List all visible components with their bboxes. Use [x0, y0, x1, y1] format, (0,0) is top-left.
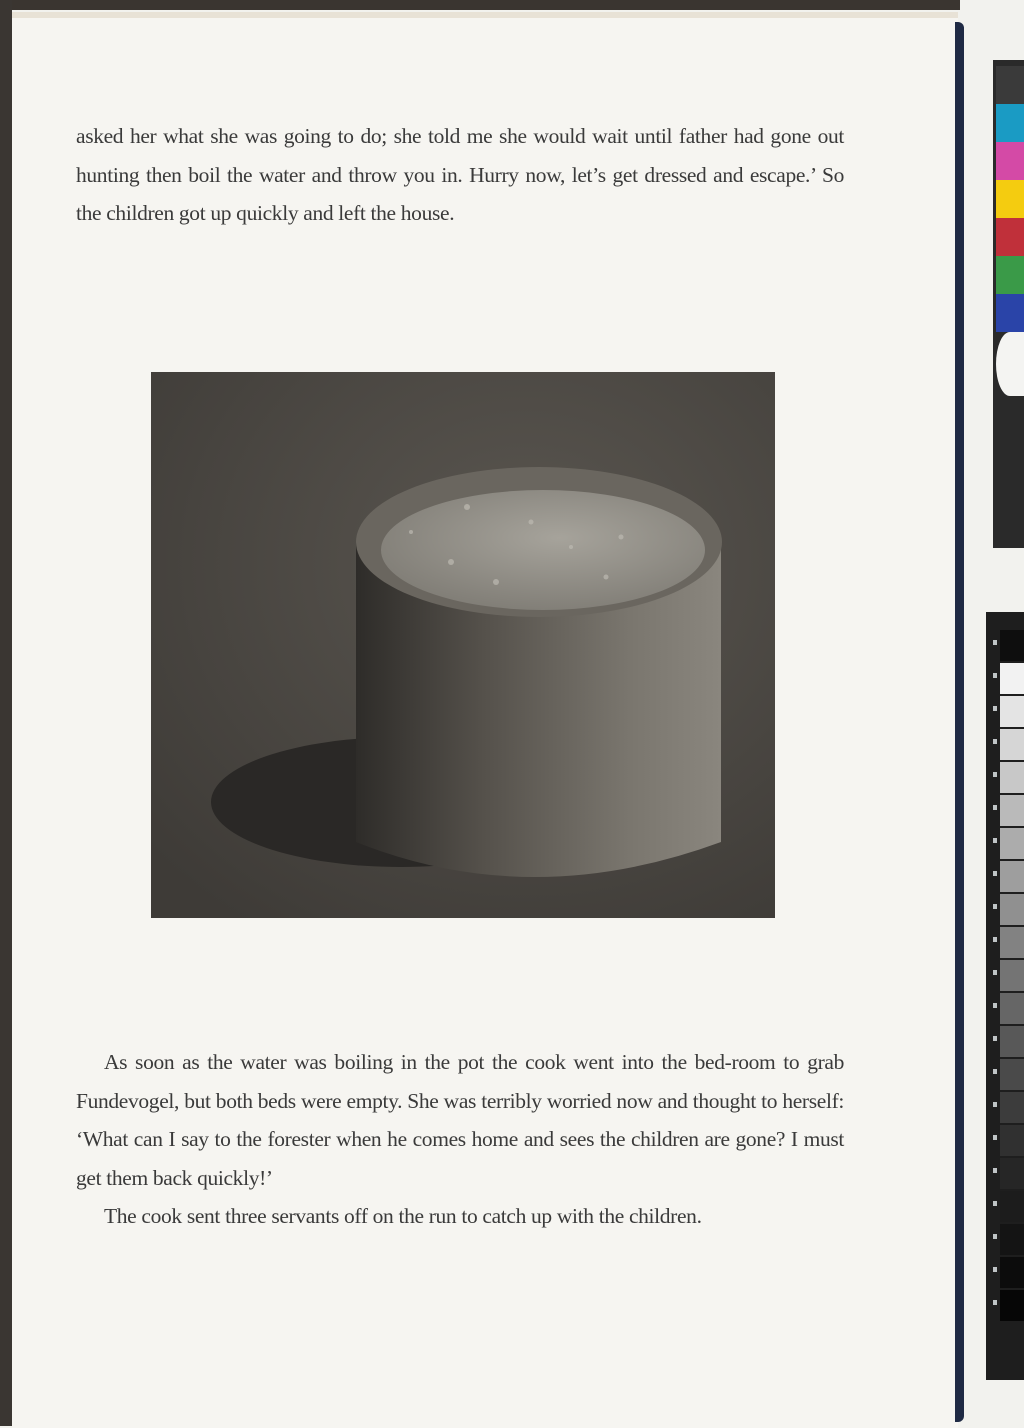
gray-step: [1000, 1290, 1024, 1321]
sprocket-hole: [993, 871, 997, 876]
color-calibration-strip: [993, 60, 1024, 548]
sprocket-hole: [993, 1201, 997, 1206]
gray-step: [1000, 663, 1024, 694]
sprocket-hole: [993, 904, 997, 909]
gray-step: [1000, 861, 1024, 892]
gray-step: [1000, 1026, 1024, 1057]
sprocket-hole: [993, 1069, 997, 1074]
target-rings-icon: [996, 332, 1024, 396]
sprocket-hole: [993, 1234, 997, 1239]
gray-step: [1000, 894, 1024, 925]
gray-step: [1000, 828, 1024, 859]
color-swatch: [996, 104, 1024, 142]
gray-step: [1000, 795, 1024, 826]
gray-step: [1000, 1257, 1024, 1288]
scan-border-left: [0, 0, 12, 1426]
paragraph: asked her what she was going to do; she told me she would wait until father had gone out hunting then boil the water and throw you in. Hurry now, let’s get dressed and escape.’ So the children got up quickly and left the house.: [76, 124, 844, 225]
sprocket-hole: [993, 1036, 997, 1041]
gray-step: [1000, 762, 1024, 793]
gray-step: [1000, 1158, 1024, 1189]
gray-step: [1000, 1191, 1024, 1222]
sprocket-hole: [993, 1003, 997, 1008]
text-block-bottom: [76, 1043, 844, 1236]
book-cover-edge: [955, 22, 964, 1422]
color-swatch: [996, 256, 1024, 294]
sprocket-hole: [993, 772, 997, 777]
color-swatch: [996, 180, 1024, 218]
sprocket-hole: [993, 1168, 997, 1173]
sprocket-hole: [993, 673, 997, 678]
gray-step: [1000, 729, 1024, 760]
text-block-top: [76, 117, 844, 233]
gray-step: [1000, 696, 1024, 727]
sprocket-hole: [993, 838, 997, 843]
sprocket-hole: [993, 706, 997, 711]
pot-etching-icon: [151, 372, 775, 918]
color-swatch: [996, 142, 1024, 180]
illustration-pot: [151, 372, 775, 918]
gray-step: [1000, 927, 1024, 958]
scan-border-top: [0, 0, 960, 10]
gray-step: [1000, 1059, 1024, 1090]
paragraph: As soon as the water was boiling in the pot the cook went into the bed-room to grab Fundevogel, but both beds were empty. She was terribly worried now and thought to herself: ‘What can I say to the forester when he comes home and sees the children are gone? I must get them back quickly!’: [76, 1050, 844, 1190]
sprocket-hole: [993, 640, 997, 645]
sprocket-hole: [993, 739, 997, 744]
gray-step: [1000, 1092, 1024, 1123]
grayscale-calibration-strip: [986, 612, 1024, 1380]
sprocket-hole: [993, 937, 997, 942]
paragraph: The cook sent three servants off on the run to catch up with the children.: [104, 1204, 702, 1228]
color-swatch: [996, 294, 1024, 332]
sprocket-hole: [993, 1267, 997, 1272]
sprocket-hole: [993, 805, 997, 810]
gray-step: [1000, 1224, 1024, 1255]
sprocket-hole: [993, 970, 997, 975]
sprocket-hole: [993, 1102, 997, 1107]
color-swatch: [996, 66, 1024, 104]
color-swatch: [996, 218, 1024, 256]
gray-step: [1000, 630, 1024, 661]
gray-step: [1000, 1125, 1024, 1156]
sprocket-hole: [993, 1300, 997, 1305]
sprocket-hole: [993, 1135, 997, 1140]
gray-step: [1000, 993, 1024, 1024]
gray-step: [1000, 960, 1024, 991]
